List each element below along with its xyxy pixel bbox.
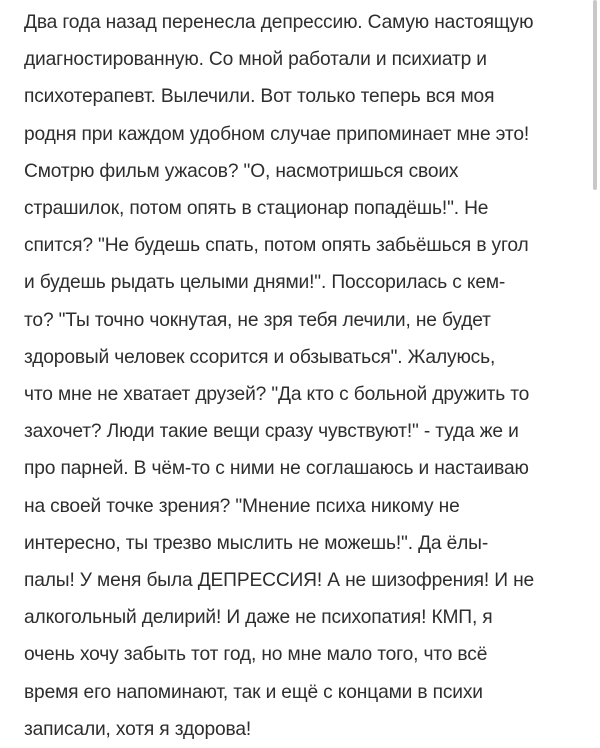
post-text-line: психотерапевт. Вылечили. Вот только теперь вся моя xyxy=(24,86,495,108)
post-text-line: что мне не хватает друзей? "Да кто с больной дружить то xyxy=(24,384,530,406)
post-text-line: то? "Ты точно чокнутая, не зря тебя лечили, не будет xyxy=(24,309,491,331)
post-text-line: интересно, ты трезво мыслить не можешь!". Да ёлы- xyxy=(24,532,489,554)
post-text-line: палы! У меня была ДЕПРЕССИЯ! А не шизофрения! И не xyxy=(24,570,535,592)
post-text-line: Два года назад перенесла депрессию. Самую настоящую xyxy=(24,12,534,33)
post-text-line: захочет? Люди такие вещи сразу чувствуют!" - туда же и xyxy=(24,421,519,443)
post-text-line: Смотрю фильм ужасов? "О, насмотришься своих xyxy=(24,160,459,182)
post-text-line: очень хочу забыть тот год, но мне мало того, что всё xyxy=(24,644,488,666)
post-text xyxy=(24,4,584,748)
post-text-line: записали, хотя я здорова! xyxy=(24,718,252,740)
post-text-line: страшилок, потом опять в стационар попадёшь!". Не xyxy=(24,198,489,220)
post-text-line: здоровый человек ссорится и обзываться". Жалуюсь, xyxy=(24,346,496,368)
post-text-line: и будешь рыдать целыми днями!". Поссорилась с кем- xyxy=(24,272,506,294)
post-text-line: на своей точке зрения? "Мнение психа никому не xyxy=(24,495,460,517)
post-text-line: спится? "Не будешь спать, потом опять забьёшься в угол xyxy=(24,235,529,257)
post-text-line: алкогольный делирий! И даже не психопатия! КМП, я xyxy=(24,607,493,629)
scrollbar[interactable] xyxy=(593,0,597,190)
post-text-line: про парней. В чём-то с ними не соглашаюсь и настаиваю xyxy=(24,458,529,480)
post-text-line: диагностированную. Со мной работали и психиатр и xyxy=(24,49,487,71)
post-text-line: время его напоминают, так и ещё с концами в психи xyxy=(24,681,483,703)
post-text-line: родня при каждом удобном случае припоминает мне это! xyxy=(24,123,530,145)
